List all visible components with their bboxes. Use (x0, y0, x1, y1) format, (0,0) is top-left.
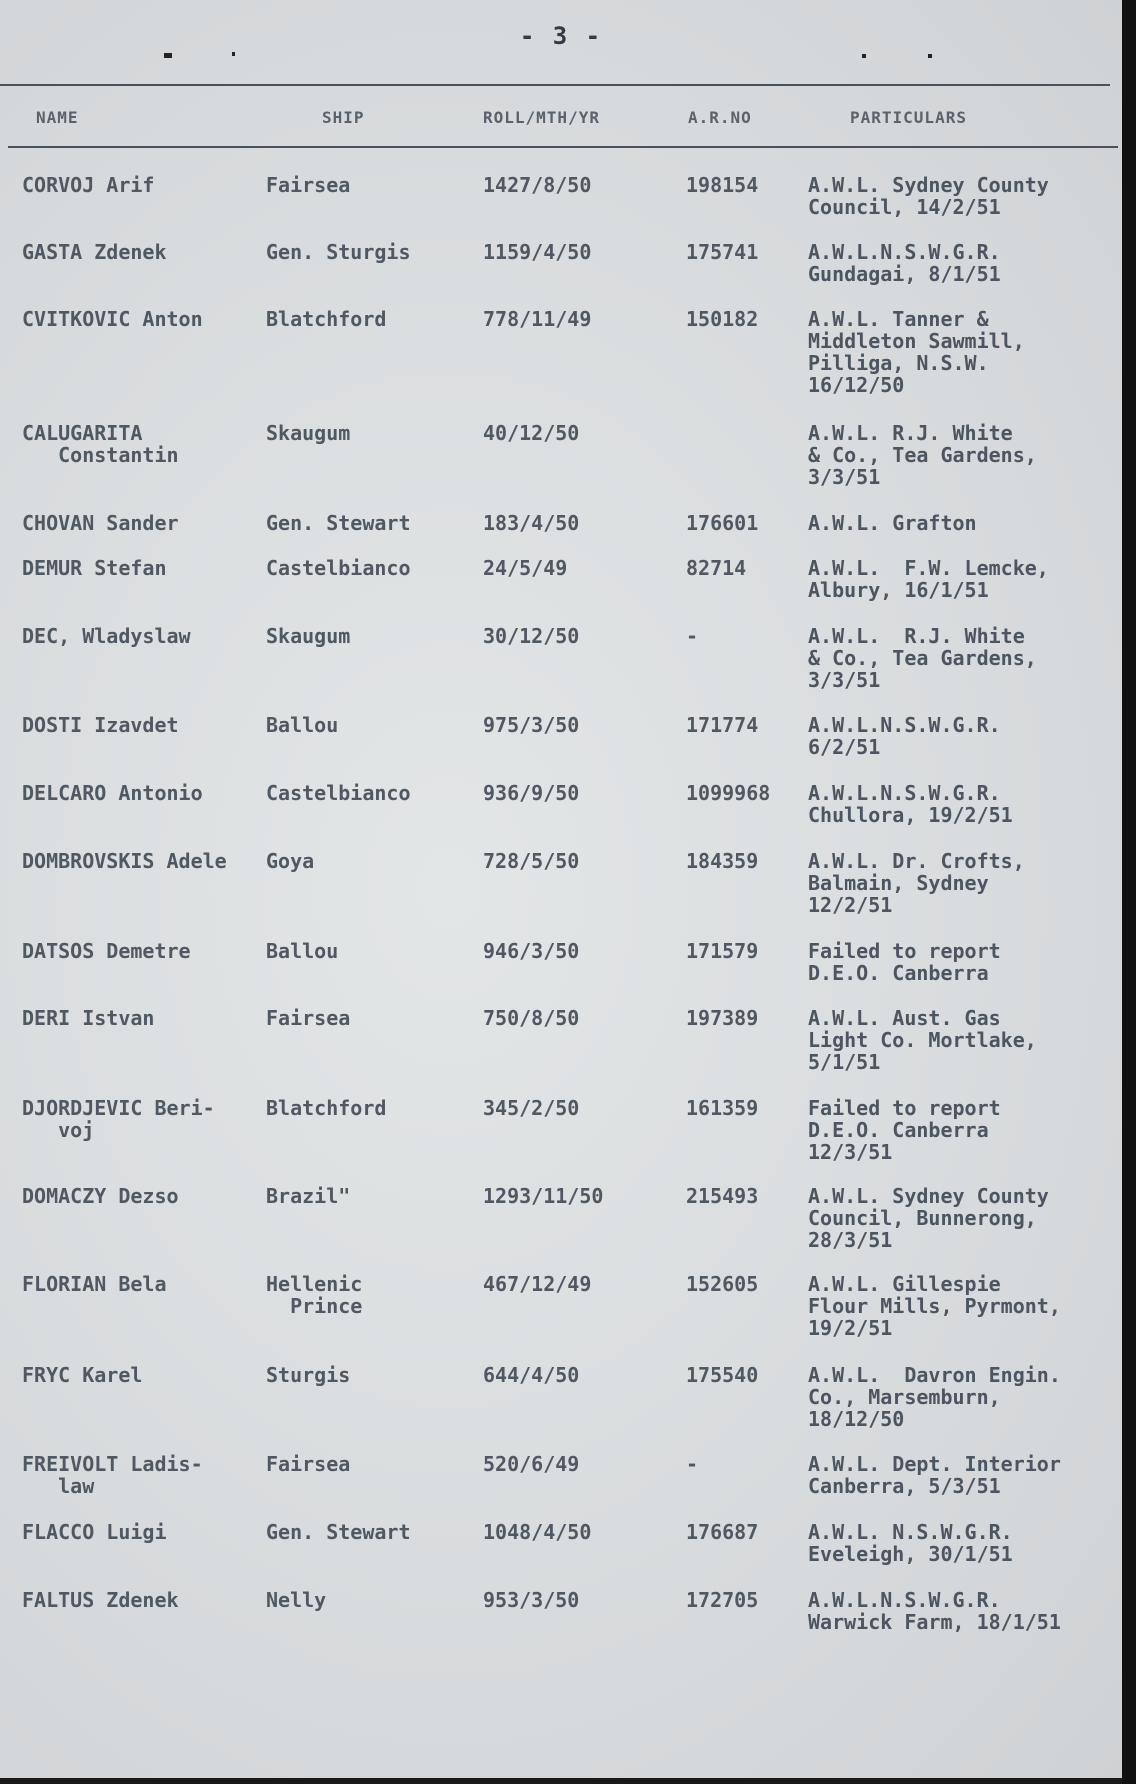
row-name: DOMACZY Dezso (22, 1184, 179, 1208)
row-particulars: A.W.L. Tanner & Middleton Sawmill, Pilliga, N.S.W. 16/12/50 (808, 307, 1025, 397)
row-ar-no: 171579 (686, 939, 759, 963)
row-ar-no: 176687 (686, 1520, 759, 1544)
row-name: CALUGARITA Constantin (22, 421, 179, 467)
row-particulars: Failed to report D.E.O. Canberra 12/3/51 (808, 1096, 1001, 1164)
row-ar-no: 161359 (686, 1096, 759, 1120)
row-roll: 644/4/50 (483, 1363, 580, 1387)
ink-speck (164, 53, 172, 58)
row-ar-no: 175741 (686, 240, 759, 264)
row-name: DELCARO Antonio (22, 781, 203, 805)
row-name: DATSOS Demetre (22, 939, 191, 963)
row-particulars: Failed to report D.E.O. Canberra (808, 939, 1001, 985)
row-particulars: A.W.L. Aust. Gas Light Co. Mortlake, 5/1/51 (808, 1006, 1037, 1074)
row-particulars: A.W.L. R.J. White & Co., Tea Gardens, 3/3/51 (808, 624, 1037, 692)
row-particulars: A.W.L. F.W. Lemcke, Albury, 16/1/51 (808, 556, 1049, 602)
row-roll: 30/12/50 (483, 624, 580, 648)
row-ar-no: 172705 (686, 1588, 759, 1612)
row-ship: Fairsea (266, 173, 351, 197)
row-name: FRYC Karel (22, 1363, 143, 1387)
ink-speck (928, 54, 932, 58)
column-header-ar-no: A.R.NO (688, 108, 752, 127)
column-header-particulars: PARTICULARS (850, 108, 967, 127)
row-ship: Nelly (266, 1588, 327, 1612)
row-name: FALTUS Zdenek (22, 1588, 179, 1612)
row-name: CORVOJ Arif (22, 173, 155, 197)
row-name: GASTA Zdenek (22, 240, 167, 264)
row-particulars: A.W.L.N.S.W.G.R. Warwick Farm, 18/1/51 (808, 1588, 1061, 1634)
row-ar-no: 197389 (686, 1006, 759, 1030)
row-ar-no: 171774 (686, 713, 759, 737)
row-roll: 953/3/50 (483, 1588, 580, 1612)
row-ship: Ballou (266, 713, 339, 737)
row-roll: 1293/11/50 (483, 1184, 604, 1208)
row-name: DOSTI Izavdet (22, 713, 179, 737)
row-roll: 778/11/49 (483, 307, 592, 331)
row-particulars: A.W.L. Grafton (808, 511, 977, 535)
row-name: DEC, Wladyslaw (22, 624, 191, 648)
row-particulars: A.W.L. Sydney County Council, 14/2/51 (808, 173, 1049, 219)
row-name: CVITKOVIC Anton (22, 307, 203, 331)
row-ship: Blatchford (266, 307, 387, 331)
row-roll: 24/5/49 (483, 556, 568, 580)
row-name: FREIVOLT Ladis- law (22, 1452, 203, 1498)
row-ship: Skaugum (266, 624, 351, 648)
row-ar-no: - (686, 624, 699, 648)
row-particulars: A.W.L. Dept. Interior Canberra, 5/3/51 (808, 1452, 1061, 1498)
row-roll: 40/12/50 (483, 421, 580, 445)
row-roll: 345/2/50 (483, 1096, 580, 1120)
row-name: DOMBROVSKIS Adele (22, 849, 227, 873)
row-ar-no: 1099968 (686, 781, 771, 805)
row-ar-no: 176601 (686, 511, 759, 535)
row-roll: 467/12/49 (483, 1272, 592, 1296)
row-particulars: A.W.L. R.J. White & Co., Tea Gardens, 3/3/51 (808, 421, 1037, 489)
row-particulars: A.W.L.N.S.W.G.R. Gundagai, 8/1/51 (808, 240, 1001, 286)
row-ship: Hellenic Prince (266, 1272, 363, 1318)
row-ar-no: 152605 (686, 1272, 759, 1296)
row-name: FLORIAN Bela (22, 1272, 167, 1296)
row-ship: Sturgis (266, 1363, 351, 1387)
page-number: - 3 - (519, 22, 603, 50)
row-ship: Ballou (266, 939, 339, 963)
row-name: DJORDJEVIC Beri- voj (22, 1096, 215, 1142)
row-ar-no: 175540 (686, 1363, 759, 1387)
row-ship: Fairsea (266, 1006, 351, 1030)
row-roll: 750/8/50 (483, 1006, 580, 1030)
row-roll: 946/3/50 (483, 939, 580, 963)
ink-speck (232, 52, 235, 56)
row-particulars: A.W.L. Gillespie Flour Mills, Pyrmont, 19/2/51 (808, 1272, 1061, 1340)
header-top-rule (0, 84, 1110, 86)
row-particulars: A.W.L. N.S.W.G.R. Eveleigh, 30/1/51 (808, 1520, 1013, 1566)
row-roll: 183/4/50 (483, 511, 580, 535)
row-roll: 1048/4/50 (483, 1520, 592, 1544)
row-ar-no: 184359 (686, 849, 759, 873)
row-particulars: A.W.L.N.S.W.G.R. 6/2/51 (808, 713, 1001, 759)
row-roll: 728/5/50 (483, 849, 580, 873)
row-ship: Gen. Sturgis (266, 240, 411, 264)
column-header-roll: ROLL/MTH/YR (483, 108, 600, 127)
row-particulars: A.W.L. Davron Engin. Co., Marsemburn, 18/12/50 (808, 1363, 1061, 1431)
row-roll: 1427/8/50 (483, 173, 592, 197)
row-ship: Fairsea (266, 1452, 351, 1476)
row-ar-no: 82714 (686, 556, 747, 580)
row-ar-no: 198154 (686, 173, 759, 197)
column-header-ship: SHIP (322, 108, 365, 127)
row-name: DERI Istvan (22, 1006, 155, 1030)
row-roll: 936/9/50 (483, 781, 580, 805)
row-name: CHOVAN Sander (22, 511, 179, 535)
row-roll: 1159/4/50 (483, 240, 592, 264)
row-ship: Brazil" (266, 1184, 351, 1208)
row-ar-no: 150182 (686, 307, 759, 331)
row-ship: Gen. Stewart (266, 1520, 411, 1544)
row-ship: Gen. Stewart (266, 511, 411, 535)
row-ship: Castelbianco (266, 556, 411, 580)
row-ship: Skaugum (266, 421, 351, 445)
row-ship: Castelbianco (266, 781, 411, 805)
row-ar-no: - (686, 1452, 699, 1476)
header-bottom-rule (8, 146, 1118, 148)
row-roll: 975/3/50 (483, 713, 580, 737)
row-roll: 520/6/49 (483, 1452, 580, 1476)
ink-speck (862, 54, 866, 58)
row-ship: Goya (266, 849, 315, 873)
row-ar-no: 215493 (686, 1184, 759, 1208)
row-name: FLACCO Luigi (22, 1520, 167, 1544)
scan-edge (1122, 0, 1136, 1784)
row-ship: Blatchford (266, 1096, 387, 1120)
row-name: DEMUR Stefan (22, 556, 167, 580)
column-header-name: NAME (36, 108, 79, 127)
row-particulars: A.W.L. Sydney County Council, Bunnerong, 28/3/51 (808, 1184, 1049, 1252)
row-particulars: A.W.L. Dr. Crofts, Balmain, Sydney 12/2/51 (808, 849, 1025, 917)
row-particulars: A.W.L.N.S.W.G.R. Chullora, 19/2/51 (808, 781, 1013, 827)
